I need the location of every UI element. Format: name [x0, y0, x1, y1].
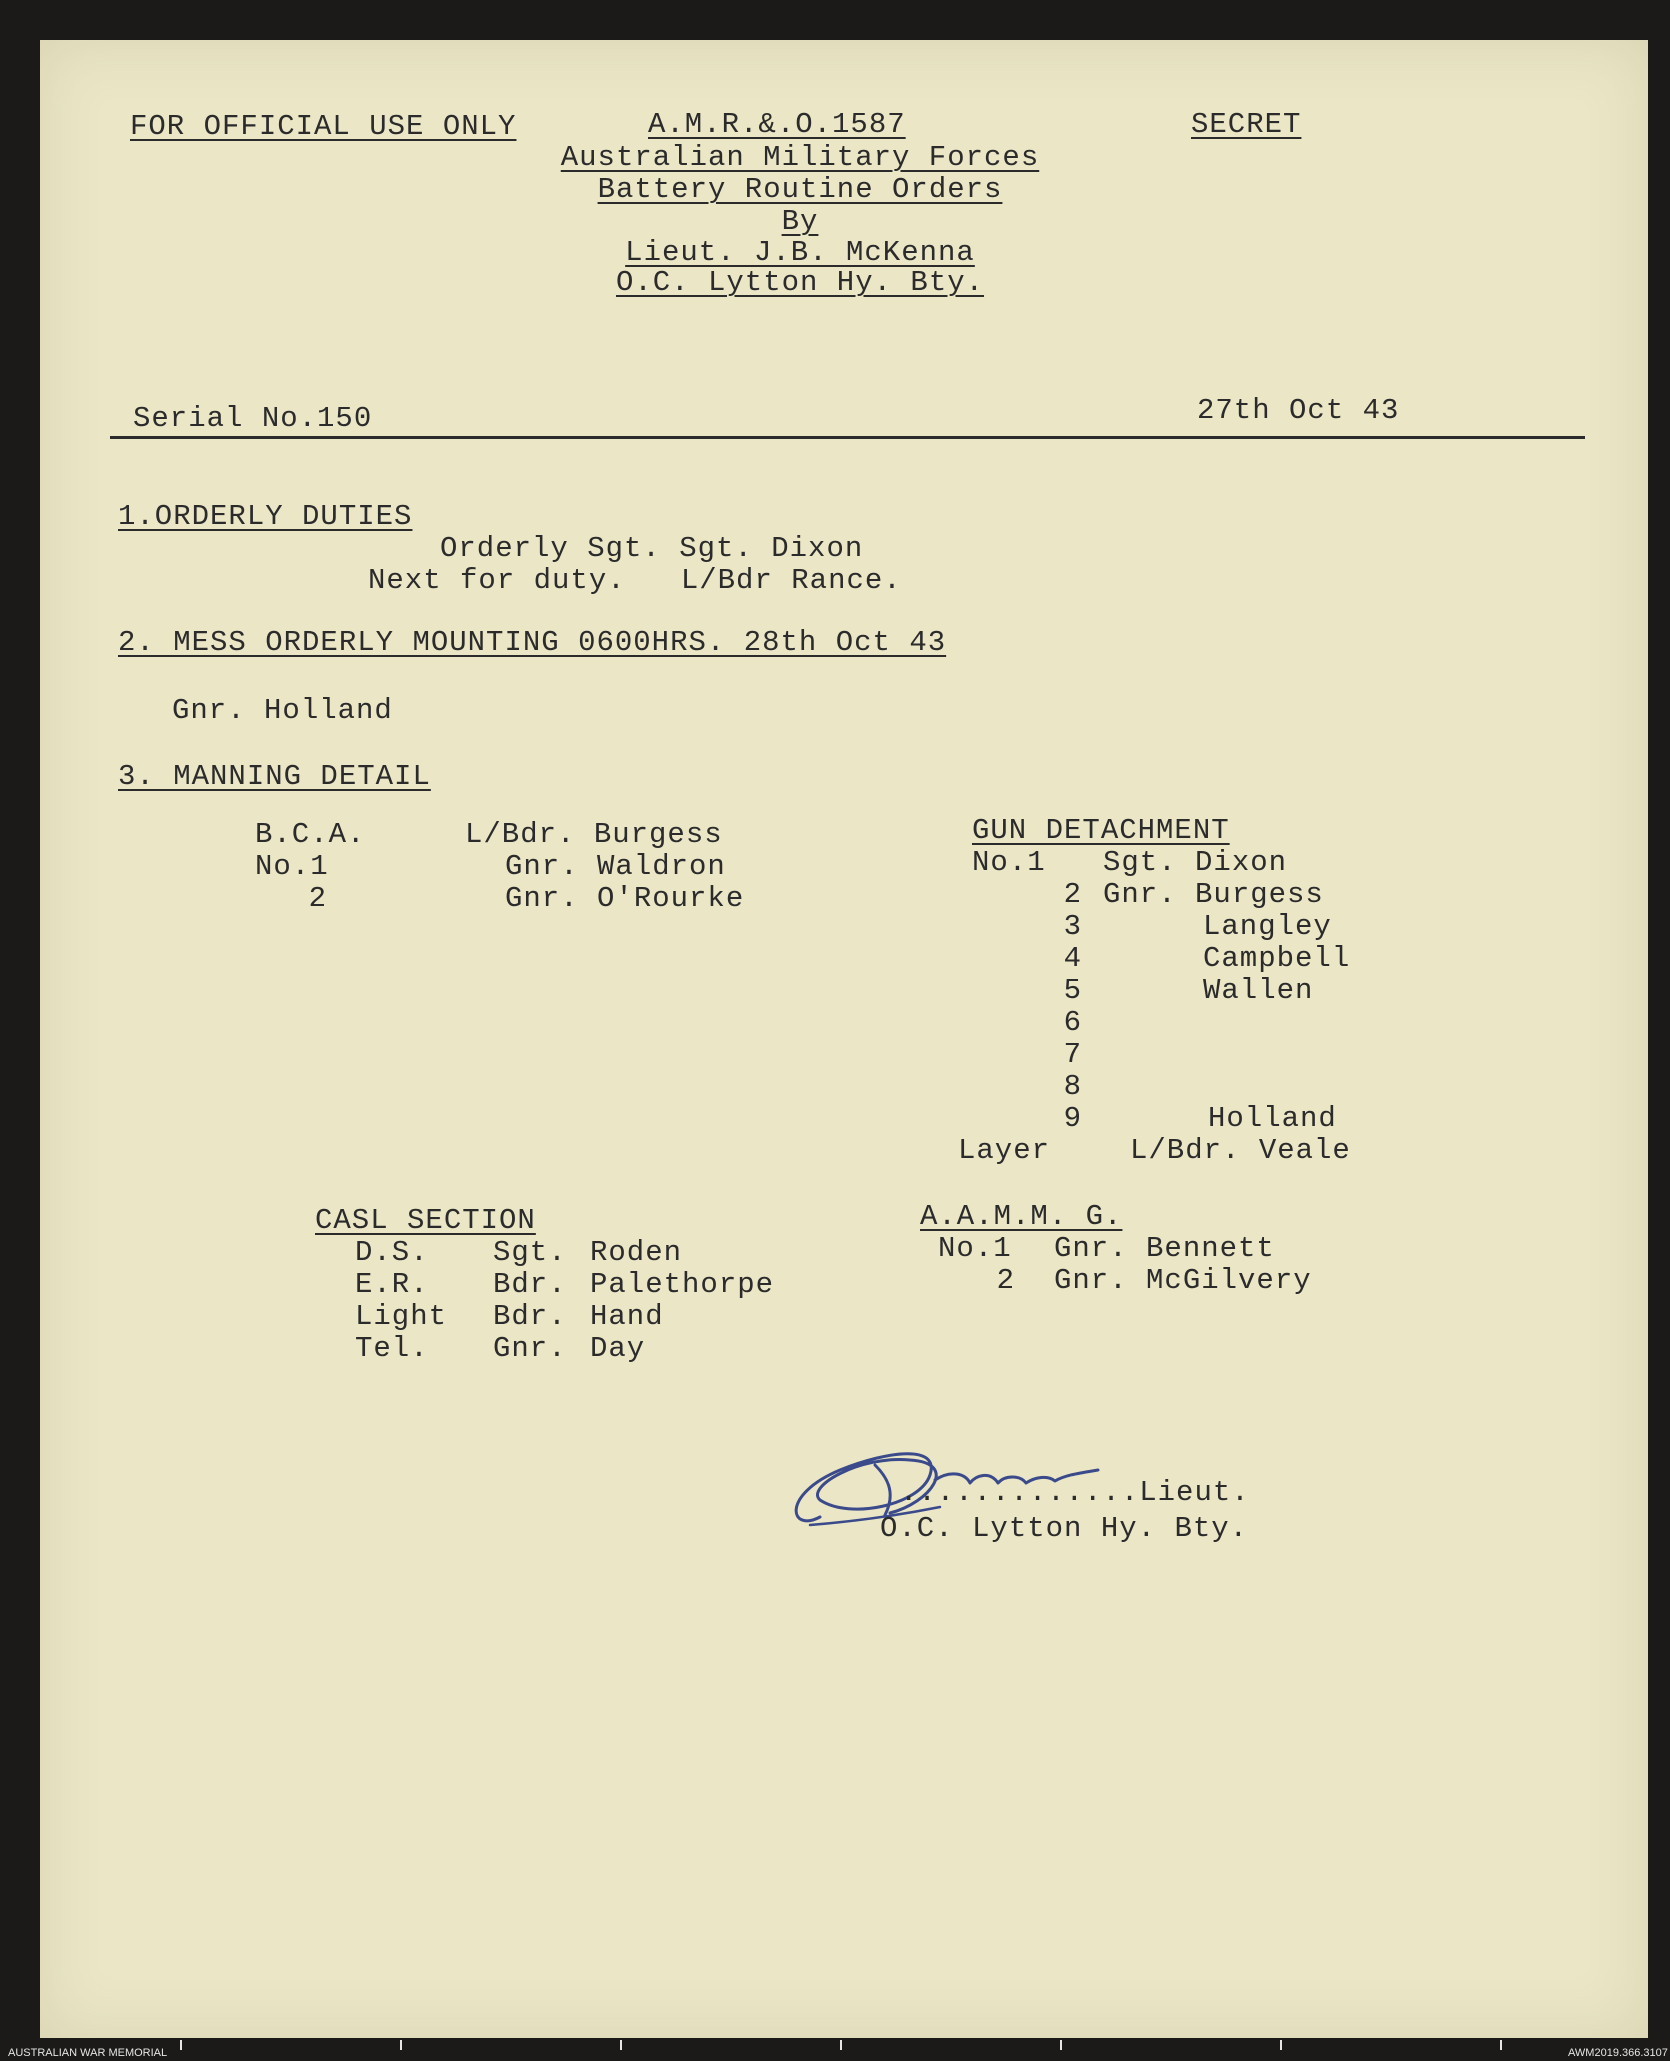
orderly-sergeant-line: Orderly Sgt. Sgt. Dixon [440, 532, 864, 565]
aamm-number: 2 [996, 1264, 1015, 1297]
gun-number: 4 [1063, 942, 1082, 975]
casl-position: E.R. [355, 1268, 429, 1301]
casl-rank: Sgt. [493, 1236, 567, 1269]
title-unit: O.C. Lytton Hy. Bty. [615, 266, 985, 299]
signature-line: .............Lieut. [900, 1476, 1250, 1509]
aamm-number: No.1 [938, 1232, 1012, 1265]
casl-name: Roden [590, 1236, 683, 1269]
aamm-name: Gnr. Bennett [1054, 1232, 1275, 1265]
gun-number: 7 [1063, 1038, 1082, 1071]
title-orders: Battery Routine Orders [597, 173, 1003, 206]
bca-name: Gnr. Waldron [505, 850, 726, 883]
gun-name: Holland [1208, 1102, 1337, 1135]
casl-position: D.S. [355, 1236, 429, 1269]
archive-id: AWM2019.366.3107 [1568, 2047, 1668, 2059]
aamm-name: Gnr. McGilvery [1054, 1264, 1312, 1297]
casl-section-heading: CASL SECTION [315, 1204, 536, 1237]
order-date: 27th Oct 43 [1197, 394, 1400, 427]
gun-name: L/Bdr. Veale [1130, 1134, 1351, 1167]
classification-label: SECRET [1191, 108, 1302, 141]
casl-name: Palethorpe [590, 1268, 775, 1301]
title-officer: Lieut. J.B. McKenna [625, 236, 975, 269]
signature-unit: O.C. Lytton Hy. Bty. [880, 1512, 1249, 1545]
bca-position: No.1 [255, 850, 329, 883]
reference-number: A.M.R.&.O.1587 [648, 108, 906, 141]
gun-number: Layer [958, 1134, 1051, 1167]
section-manning-detail-heading: 3. MANNING DETAIL [118, 760, 431, 793]
section-orderly-duties-heading: 1.ORDERLY DUTIES [118, 500, 413, 533]
gun-number: 9 [1063, 1102, 1082, 1135]
gun-number: 8 [1063, 1070, 1082, 1103]
gun-name: Wallen [1203, 974, 1314, 1007]
aamm-heading: A.A.M.M. G. [920, 1200, 1123, 1233]
mess-orderly-name: Gnr. Holland [172, 694, 393, 727]
title-by: By [781, 205, 819, 238]
official-use-label: FOR OFFICIAL USE ONLY [130, 110, 517, 143]
casl-position: Tel. [355, 1332, 429, 1365]
bca-name: Gnr. O'Rourke [505, 882, 745, 915]
title-forces: Australian Military Forces [560, 141, 1040, 174]
casl-name: Hand [590, 1300, 664, 1333]
bca-position: 2 [308, 882, 327, 915]
gun-number: No.1 [972, 846, 1046, 879]
gun-number: 2 [1063, 878, 1082, 911]
gun-detachment-heading: GUN DETACHMENT [972, 814, 1230, 847]
casl-position: Light [355, 1300, 448, 1333]
bca-position: B.C.A. [255, 818, 366, 851]
casl-rank: Bdr. [493, 1300, 567, 1333]
gun-name: Langley [1203, 910, 1332, 943]
gun-name: Campbell [1203, 942, 1351, 975]
gun-name: Sgt. Dixon [1103, 846, 1288, 879]
next-for-duty-line: Next for duty. L/Bdr Rance. [368, 564, 902, 597]
casl-name: Day [590, 1332, 646, 1365]
serial-number: Serial No.150 [133, 402, 373, 435]
gun-number: 6 [1063, 1006, 1082, 1039]
archive-credit: AUSTRALIAN WAR MEMORIAL [8, 2047, 168, 2059]
casl-rank: Bdr. [493, 1268, 567, 1301]
serial-rule [110, 436, 1585, 439]
gun-number: 3 [1063, 910, 1082, 943]
gun-name: Gnr. Burgess [1103, 878, 1324, 911]
casl-rank: Gnr. [493, 1332, 567, 1365]
gun-number: 5 [1063, 974, 1082, 1007]
section-mess-orderly-heading: 2. MESS ORDERLY MOUNTING 0600HRS. 28th Oct 43 [118, 626, 947, 659]
document-page [40, 40, 1648, 2038]
bca-name: L/Bdr. Burgess [465, 818, 723, 851]
